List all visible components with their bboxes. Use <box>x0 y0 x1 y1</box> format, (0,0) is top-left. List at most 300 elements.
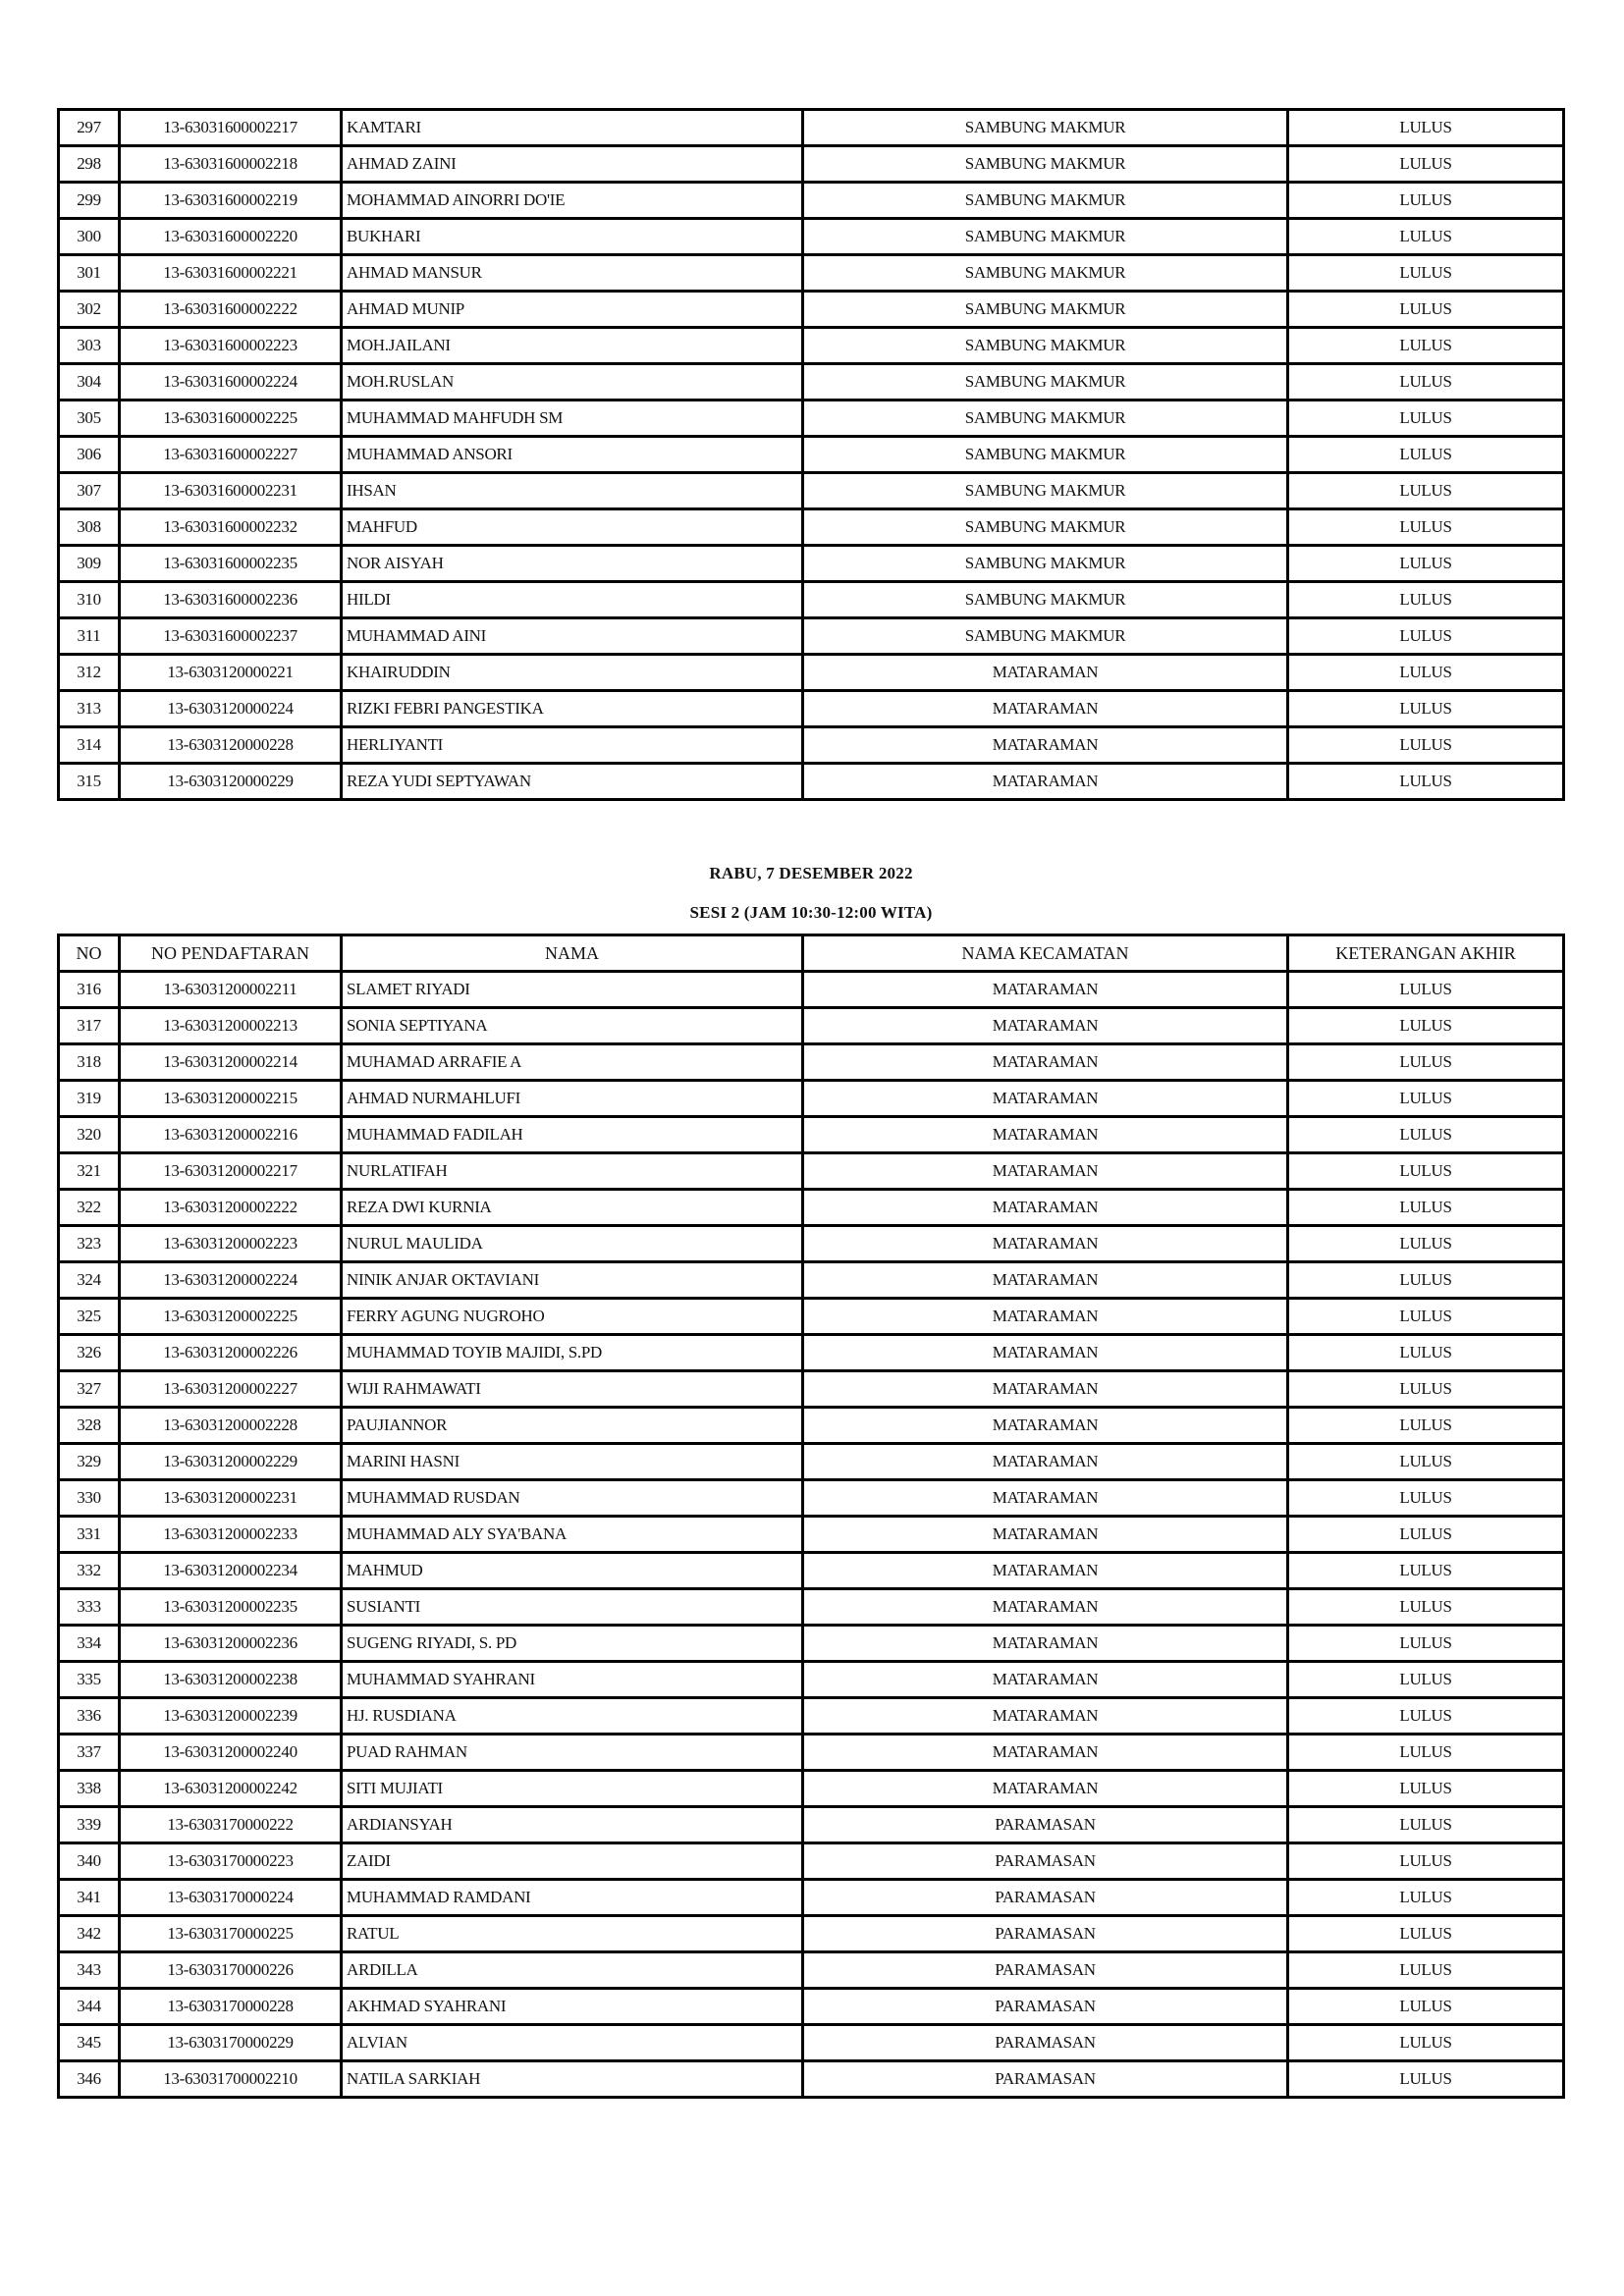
cell-district: MATARAMAN <box>803 1044 1288 1081</box>
cell-district: SAMBUNG MAKMUR <box>803 437 1288 473</box>
cell-name: IHSAN <box>342 473 803 509</box>
cell-name: MUHAMMAD ALY SYA'BANA <box>342 1517 803 1553</box>
cell-no: 302 <box>59 292 120 328</box>
cell-registration-number: 13-63031200002234 <box>120 1553 342 1589</box>
cell-name: ALVIAN <box>342 2025 803 2061</box>
cell-no: 306 <box>59 437 120 473</box>
table-row <box>59 1262 1564 1299</box>
cell-no: 338 <box>59 1771 120 1807</box>
cell-name: AHMAD MANSUR <box>342 255 803 292</box>
cell-district: MATARAMAN <box>803 1081 1288 1117</box>
cell-district: PARAMASAN <box>803 1807 1288 1843</box>
cell-registration-number: 13-63031200002239 <box>120 1698 342 1735</box>
cell-final-note: LULUS <box>1288 1153 1564 1190</box>
cell-final-note: LULUS <box>1288 1190 1564 1226</box>
cell-district: PARAMASAN <box>803 2025 1288 2061</box>
cell-name: MOH.RUSLAN <box>342 364 803 400</box>
cell-no: 331 <box>59 1517 120 1553</box>
cell-registration-number: 13-63031200002225 <box>120 1299 342 1335</box>
cell-registration-number: 13-63031200002222 <box>120 1190 342 1226</box>
cell-no: 303 <box>59 328 120 364</box>
table-row <box>59 1626 1564 1662</box>
table-row <box>59 618 1564 655</box>
cell-registration-number: 13-63031200002214 <box>120 1044 342 1081</box>
cell-final-note: LULUS <box>1288 255 1564 292</box>
cell-no: 343 <box>59 1952 120 1989</box>
table-row <box>59 764 1564 800</box>
cell-final-note: LULUS <box>1288 1335 1564 1371</box>
cell-district: MATARAMAN <box>803 1262 1288 1299</box>
column-header-no: NO <box>59 935 120 972</box>
cell-registration-number: 13-6303170000228 <box>120 1989 342 2025</box>
cell-name: RIZKI FEBRI PANGESTIKA <box>342 691 803 727</box>
cell-name: KHAIRUDDIN <box>342 655 803 691</box>
cell-no: 322 <box>59 1190 120 1226</box>
cell-name: HERLIYANTI <box>342 727 803 764</box>
cell-district: SAMBUNG MAKMUR <box>803 509 1288 546</box>
cell-name: AKHMAD SYAHRANI <box>342 1989 803 2025</box>
cell-no: 325 <box>59 1299 120 1335</box>
cell-final-note: LULUS <box>1288 1408 1564 1444</box>
cell-registration-number: 13-6303170000229 <box>120 2025 342 2061</box>
cell-district: MATARAMAN <box>803 972 1288 1008</box>
table-row <box>59 1117 1564 1153</box>
cell-final-note: LULUS <box>1288 110 1564 146</box>
cell-registration-number: 13-6303120000229 <box>120 764 342 800</box>
results-table-body <box>59 110 1564 800</box>
cell-no: 326 <box>59 1335 120 1371</box>
cell-district: SAMBUNG MAKMUR <box>803 546 1288 582</box>
cell-final-note: LULUS <box>1288 1916 1564 1952</box>
cell-final-note: LULUS <box>1288 1117 1564 1153</box>
cell-name: SUGENG RIYADI, S. PD <box>342 1626 803 1662</box>
table-row <box>59 1589 1564 1626</box>
cell-name: MAHMUD <box>342 1553 803 1589</box>
table-row <box>59 219 1564 255</box>
cell-registration-number: 13-63031600002235 <box>120 546 342 582</box>
cell-registration-number: 13-63031200002229 <box>120 1444 342 1480</box>
exam-session-heading: SESI 2 (JAM 10:30-12:00 WITA) <box>689 903 933 922</box>
cell-name: RATUL <box>342 1916 803 1952</box>
cell-no: 337 <box>59 1735 120 1771</box>
cell-district: MATARAMAN <box>803 1626 1288 1662</box>
table-row <box>59 655 1564 691</box>
table-row <box>59 582 1564 618</box>
table-row <box>59 1698 1564 1735</box>
table-row <box>59 1044 1564 1081</box>
cell-no: 300 <box>59 219 120 255</box>
cell-name: SUSIANTI <box>342 1589 803 1626</box>
column-header-registration: NO PENDAFTARAN <box>120 935 342 972</box>
cell-no: 329 <box>59 1444 120 1480</box>
table-row <box>59 1190 1564 1226</box>
cell-district: MATARAMAN <box>803 655 1288 691</box>
cell-name: SITI MUJIATI <box>342 1771 803 1807</box>
cell-name: MUHAMMAD ANSORI <box>342 437 803 473</box>
cell-final-note: LULUS <box>1288 582 1564 618</box>
cell-final-note: LULUS <box>1288 1589 1564 1626</box>
table-row <box>59 1299 1564 1335</box>
cell-name: REZA YUDI SEPTYAWAN <box>342 764 803 800</box>
table-row <box>59 1989 1564 2025</box>
table-row <box>59 1735 1564 1771</box>
cell-name: NINIK ANJAR OKTAVIANI <box>342 1262 803 1299</box>
header-row <box>59 935 1564 972</box>
cell-final-note: LULUS <box>1288 1626 1564 1662</box>
cell-name: BUKHARI <box>342 219 803 255</box>
cell-district: PARAMASAN <box>803 1880 1288 1916</box>
cell-registration-number: 13-63031200002224 <box>120 1262 342 1299</box>
cell-name: MOHAMMAD AINORRI DO'IE <box>342 183 803 219</box>
cell-district: SAMBUNG MAKMUR <box>803 618 1288 655</box>
cell-final-note: LULUS <box>1288 1444 1564 1480</box>
table-row <box>59 1662 1564 1698</box>
cell-registration-number: 13-63031600002232 <box>120 509 342 546</box>
cell-registration-number: 13-6303120000221 <box>120 655 342 691</box>
table-row <box>59 1843 1564 1880</box>
cell-final-note: LULUS <box>1288 1480 1564 1517</box>
table-row <box>59 1371 1564 1408</box>
cell-district: MATARAMAN <box>803 1371 1288 1408</box>
cell-no: 345 <box>59 2025 120 2061</box>
cell-final-note: LULUS <box>1288 219 1564 255</box>
cell-no: 316 <box>59 972 120 1008</box>
cell-district: MATARAMAN <box>803 1698 1288 1735</box>
table-row <box>59 183 1564 219</box>
cell-district: MATARAMAN <box>803 1553 1288 1589</box>
cell-registration-number: 13-63031200002211 <box>120 972 342 1008</box>
cell-final-note: LULUS <box>1288 292 1564 328</box>
cell-final-note: LULUS <box>1288 618 1564 655</box>
cell-no: 320 <box>59 1117 120 1153</box>
exam-date-heading: RABU, 7 DESEMBER 2022 <box>709 864 913 882</box>
table-row <box>59 727 1564 764</box>
cell-final-note: LULUS <box>1288 1517 1564 1553</box>
cell-final-note: LULUS <box>1288 727 1564 764</box>
cell-name: PAUJIANNOR <box>342 1408 803 1444</box>
cell-final-note: LULUS <box>1288 1226 1564 1262</box>
table-row <box>59 1771 1564 1807</box>
cell-final-note: LULUS <box>1288 1299 1564 1335</box>
cell-registration-number: 13-63031200002228 <box>120 1408 342 1444</box>
cell-final-note: LULUS <box>1288 364 1564 400</box>
cell-registration-number: 13-6303170000226 <box>120 1952 342 1989</box>
cell-registration-number: 13-63031200002231 <box>120 1480 342 1517</box>
cell-name: REZA DWI KURNIA <box>342 1190 803 1226</box>
cell-registration-number: 13-6303170000223 <box>120 1843 342 1880</box>
cell-name: MUHAMMAD FADILAH <box>342 1117 803 1153</box>
cell-name: MUHAMMAD RUSDAN <box>342 1480 803 1517</box>
cell-district: MATARAMAN <box>803 1480 1288 1517</box>
cell-final-note: LULUS <box>1288 146 1564 183</box>
cell-no: 315 <box>59 764 120 800</box>
table-row <box>59 1153 1564 1190</box>
cell-no: 297 <box>59 110 120 146</box>
cell-district: MATARAMAN <box>803 691 1288 727</box>
cell-name: MUHAMMAD MAHFUDH SM <box>342 400 803 437</box>
cell-name: MUHAMMAD AINI <box>342 618 803 655</box>
cell-registration-number: 13-63031200002213 <box>120 1008 342 1044</box>
cell-no: 307 <box>59 473 120 509</box>
cell-district: SAMBUNG MAKMUR <box>803 328 1288 364</box>
cell-final-note: LULUS <box>1288 1807 1564 1843</box>
cell-name: NOR AISYAH <box>342 546 803 582</box>
table-row <box>59 1880 1564 1916</box>
cell-district: SAMBUNG MAKMUR <box>803 364 1288 400</box>
cell-final-note: LULUS <box>1288 691 1564 727</box>
cell-name: FERRY AGUNG NUGROHO <box>342 1299 803 1335</box>
cell-registration-number: 13-63031600002224 <box>120 364 342 400</box>
cell-registration-number: 13-63031600002223 <box>120 328 342 364</box>
cell-district: SAMBUNG MAKMUR <box>803 183 1288 219</box>
cell-final-note: LULUS <box>1288 655 1564 691</box>
cell-registration-number: 13-63031200002233 <box>120 1517 342 1553</box>
cell-registration-number: 13-63031600002217 <box>120 110 342 146</box>
cell-name: MUHAMMAD SYAHRANI <box>342 1662 803 1698</box>
cell-name: AHMAD ZAINI <box>342 146 803 183</box>
cell-name: NURUL MAULIDA <box>342 1226 803 1262</box>
cell-district: SAMBUNG MAKMUR <box>803 110 1288 146</box>
cell-registration-number: 13-63031200002216 <box>120 1117 342 1153</box>
cell-no: 309 <box>59 546 120 582</box>
cell-registration-number: 13-63031600002231 <box>120 473 342 509</box>
cell-final-note: LULUS <box>1288 183 1564 219</box>
cell-name: SLAMET RIYADI <box>342 972 803 1008</box>
cell-name: ARDILLA <box>342 1952 803 1989</box>
cell-district: SAMBUNG MAKMUR <box>803 255 1288 292</box>
cell-no: 339 <box>59 1807 120 1843</box>
cell-registration-number: 13-63031600002220 <box>120 219 342 255</box>
cell-final-note: LULUS <box>1288 509 1564 546</box>
cell-final-note: LULUS <box>1288 1262 1564 1299</box>
cell-final-note: LULUS <box>1288 328 1564 364</box>
table-row <box>59 546 1564 582</box>
cell-no: 311 <box>59 618 120 655</box>
cell-final-note: LULUS <box>1288 764 1564 800</box>
cell-district: MATARAMAN <box>803 1735 1288 1771</box>
cell-registration-number: 13-6303170000225 <box>120 1916 342 1952</box>
cell-district: MATARAMAN <box>803 1008 1288 1044</box>
table-row <box>59 1335 1564 1371</box>
results-table-body <box>59 972 1564 2098</box>
table-row <box>59 364 1564 400</box>
table-row <box>59 1807 1564 1843</box>
cell-name: AHMAD MUNIP <box>342 292 803 328</box>
cell-final-note: LULUS <box>1288 1771 1564 1807</box>
cell-name: MUHAMAD ARRAFIE A <box>342 1044 803 1081</box>
cell-no: 317 <box>59 1008 120 1044</box>
table-row <box>59 328 1564 364</box>
cell-final-note: LULUS <box>1288 1989 1564 2025</box>
table-row <box>59 473 1564 509</box>
cell-registration-number: 13-63031600002219 <box>120 183 342 219</box>
cell-name: HJ. RUSDIANA <box>342 1698 803 1735</box>
table-row <box>59 1226 1564 1262</box>
cell-final-note: LULUS <box>1288 1880 1564 1916</box>
table-row <box>59 292 1564 328</box>
cell-name: ZAIDI <box>342 1843 803 1880</box>
table-row <box>59 509 1564 546</box>
cell-name: MUHAMMAD TOYIB MAJIDI, S.PD <box>342 1335 803 1371</box>
cell-no: 299 <box>59 183 120 219</box>
cell-registration-number: 13-63031200002227 <box>120 1371 342 1408</box>
cell-name: MUHAMMAD RAMDANI <box>342 1880 803 1916</box>
cell-final-note: LULUS <box>1288 1044 1564 1081</box>
column-header-district: NAMA KECAMATAN <box>803 935 1288 972</box>
cell-no: 335 <box>59 1662 120 1698</box>
cell-no: 313 <box>59 691 120 727</box>
cell-no: 321 <box>59 1153 120 1190</box>
cell-no: 310 <box>59 582 120 618</box>
table-row <box>59 110 1564 146</box>
cell-no: 336 <box>59 1698 120 1735</box>
cell-final-note: LULUS <box>1288 1843 1564 1880</box>
cell-district: PARAMASAN <box>803 2061 1288 2098</box>
cell-final-note: LULUS <box>1288 400 1564 437</box>
cell-no: 319 <box>59 1081 120 1117</box>
cell-name: WIJI RAHMAWATI <box>342 1371 803 1408</box>
cell-registration-number: 13-63031600002222 <box>120 292 342 328</box>
table-row <box>59 1480 1564 1517</box>
cell-registration-number: 13-6303120000224 <box>120 691 342 727</box>
cell-registration-number: 13-63031600002227 <box>120 437 342 473</box>
cell-final-note: LULUS <box>1288 1698 1564 1735</box>
cell-no: 324 <box>59 1262 120 1299</box>
cell-district: MATARAMAN <box>803 1771 1288 1807</box>
cell-registration-number: 13-63031200002242 <box>120 1771 342 1807</box>
cell-no: 327 <box>59 1371 120 1408</box>
table-row <box>59 2025 1564 2061</box>
cell-name: HILDI <box>342 582 803 618</box>
cell-no: 328 <box>59 1408 120 1444</box>
cell-no: 308 <box>59 509 120 546</box>
cell-final-note: LULUS <box>1288 1735 1564 1771</box>
cell-registration-number: 13-63031600002221 <box>120 255 342 292</box>
cell-no: 312 <box>59 655 120 691</box>
cell-no: 330 <box>59 1480 120 1517</box>
table-row <box>59 691 1564 727</box>
cell-registration-number: 13-63031600002236 <box>120 582 342 618</box>
cell-final-note: LULUS <box>1288 972 1564 1008</box>
column-header-name: NAMA <box>342 935 803 972</box>
cell-no: 318 <box>59 1044 120 1081</box>
table-header <box>59 935 1564 972</box>
cell-name: KAMTARI <box>342 110 803 146</box>
cell-district: SAMBUNG MAKMUR <box>803 400 1288 437</box>
cell-district: MATARAMAN <box>803 1153 1288 1190</box>
cell-name: MAHFUD <box>342 509 803 546</box>
cell-name: ARDIANSYAH <box>342 1807 803 1843</box>
cell-no: 298 <box>59 146 120 183</box>
cell-no: 323 <box>59 1226 120 1262</box>
table-row <box>59 1517 1564 1553</box>
cell-no: 344 <box>59 1989 120 2025</box>
cell-registration-number: 13-63031700002210 <box>120 2061 342 2098</box>
cell-registration-number: 13-63031200002215 <box>120 1081 342 1117</box>
cell-no: 301 <box>59 255 120 292</box>
cell-district: SAMBUNG MAKMUR <box>803 146 1288 183</box>
cell-registration-number: 13-63031200002238 <box>120 1662 342 1698</box>
cell-district: MATARAMAN <box>803 727 1288 764</box>
table-row <box>59 146 1564 183</box>
cell-name: AHMAD NURMAHLUFI <box>342 1081 803 1117</box>
table-row <box>59 1916 1564 1952</box>
cell-district: MATARAMAN <box>803 1517 1288 1553</box>
cell-name: MOH.JAILANI <box>342 328 803 364</box>
cell-no: 332 <box>59 1553 120 1589</box>
cell-final-note: LULUS <box>1288 2025 1564 2061</box>
table-row <box>59 972 1564 1008</box>
cell-registration-number: 13-63031200002223 <box>120 1226 342 1262</box>
table-row <box>59 1408 1564 1444</box>
table-row <box>59 400 1564 437</box>
column-header-final-note: KETERANGAN AKHIR <box>1288 935 1564 972</box>
table-row <box>59 1553 1564 1589</box>
cell-no: 333 <box>59 1589 120 1626</box>
results-table-session-2 <box>57 934 1565 2099</box>
cell-final-note: LULUS <box>1288 1081 1564 1117</box>
cell-registration-number: 13-63031600002237 <box>120 618 342 655</box>
cell-no: 305 <box>59 400 120 437</box>
cell-district: MATARAMAN <box>803 1190 1288 1226</box>
cell-final-note: LULUS <box>1288 2061 1564 2098</box>
table-row <box>59 1081 1564 1117</box>
cell-district: MATARAMAN <box>803 1117 1288 1153</box>
cell-registration-number: 13-6303170000224 <box>120 1880 342 1916</box>
cell-no: 314 <box>59 727 120 764</box>
table-row <box>59 1952 1564 1989</box>
cell-registration-number: 13-63031200002226 <box>120 1335 342 1371</box>
cell-name: PUAD RAHMAN <box>342 1735 803 1771</box>
cell-name: NURLATIFAH <box>342 1153 803 1190</box>
cell-registration-number: 13-63031200002236 <box>120 1626 342 1662</box>
cell-final-note: LULUS <box>1288 546 1564 582</box>
cell-final-note: LULUS <box>1288 1662 1564 1698</box>
cell-no: 346 <box>59 2061 120 2098</box>
cell-final-note: LULUS <box>1288 1553 1564 1589</box>
table-row <box>59 2061 1564 2098</box>
cell-district: PARAMASAN <box>803 1843 1288 1880</box>
cell-final-note: LULUS <box>1288 1008 1564 1044</box>
cell-district: SAMBUNG MAKMUR <box>803 219 1288 255</box>
cell-registration-number: 13-63031200002217 <box>120 1153 342 1190</box>
cell-district: MATARAMAN <box>803 1299 1288 1335</box>
cell-district: MATARAMAN <box>803 1335 1288 1371</box>
cell-final-note: LULUS <box>1288 1952 1564 1989</box>
table-row <box>59 1008 1564 1044</box>
cell-district: MATARAMAN <box>803 1662 1288 1698</box>
cell-registration-number: 13-63031200002235 <box>120 1589 342 1626</box>
cell-district: MATARAMAN <box>803 1444 1288 1480</box>
cell-name: NATILA SARKIAH <box>342 2061 803 2098</box>
table-row <box>59 255 1564 292</box>
cell-district: SAMBUNG MAKMUR <box>803 582 1288 618</box>
cell-registration-number: 13-63031200002240 <box>120 1735 342 1771</box>
cell-registration-number: 13-6303170000222 <box>120 1807 342 1843</box>
cell-district: MATARAMAN <box>803 1589 1288 1626</box>
cell-district: MATARAMAN <box>803 764 1288 800</box>
cell-district: PARAMASAN <box>803 1952 1288 1989</box>
cell-final-note: LULUS <box>1288 437 1564 473</box>
cell-no: 341 <box>59 1880 120 1916</box>
cell-district: PARAMASAN <box>803 1916 1288 1952</box>
cell-registration-number: 13-6303120000228 <box>120 727 342 764</box>
cell-name: SONIA SEPTIYANA <box>342 1008 803 1044</box>
cell-district: SAMBUNG MAKMUR <box>803 473 1288 509</box>
cell-no: 342 <box>59 1916 120 1952</box>
table-row <box>59 437 1564 473</box>
cell-district: SAMBUNG MAKMUR <box>803 292 1288 328</box>
